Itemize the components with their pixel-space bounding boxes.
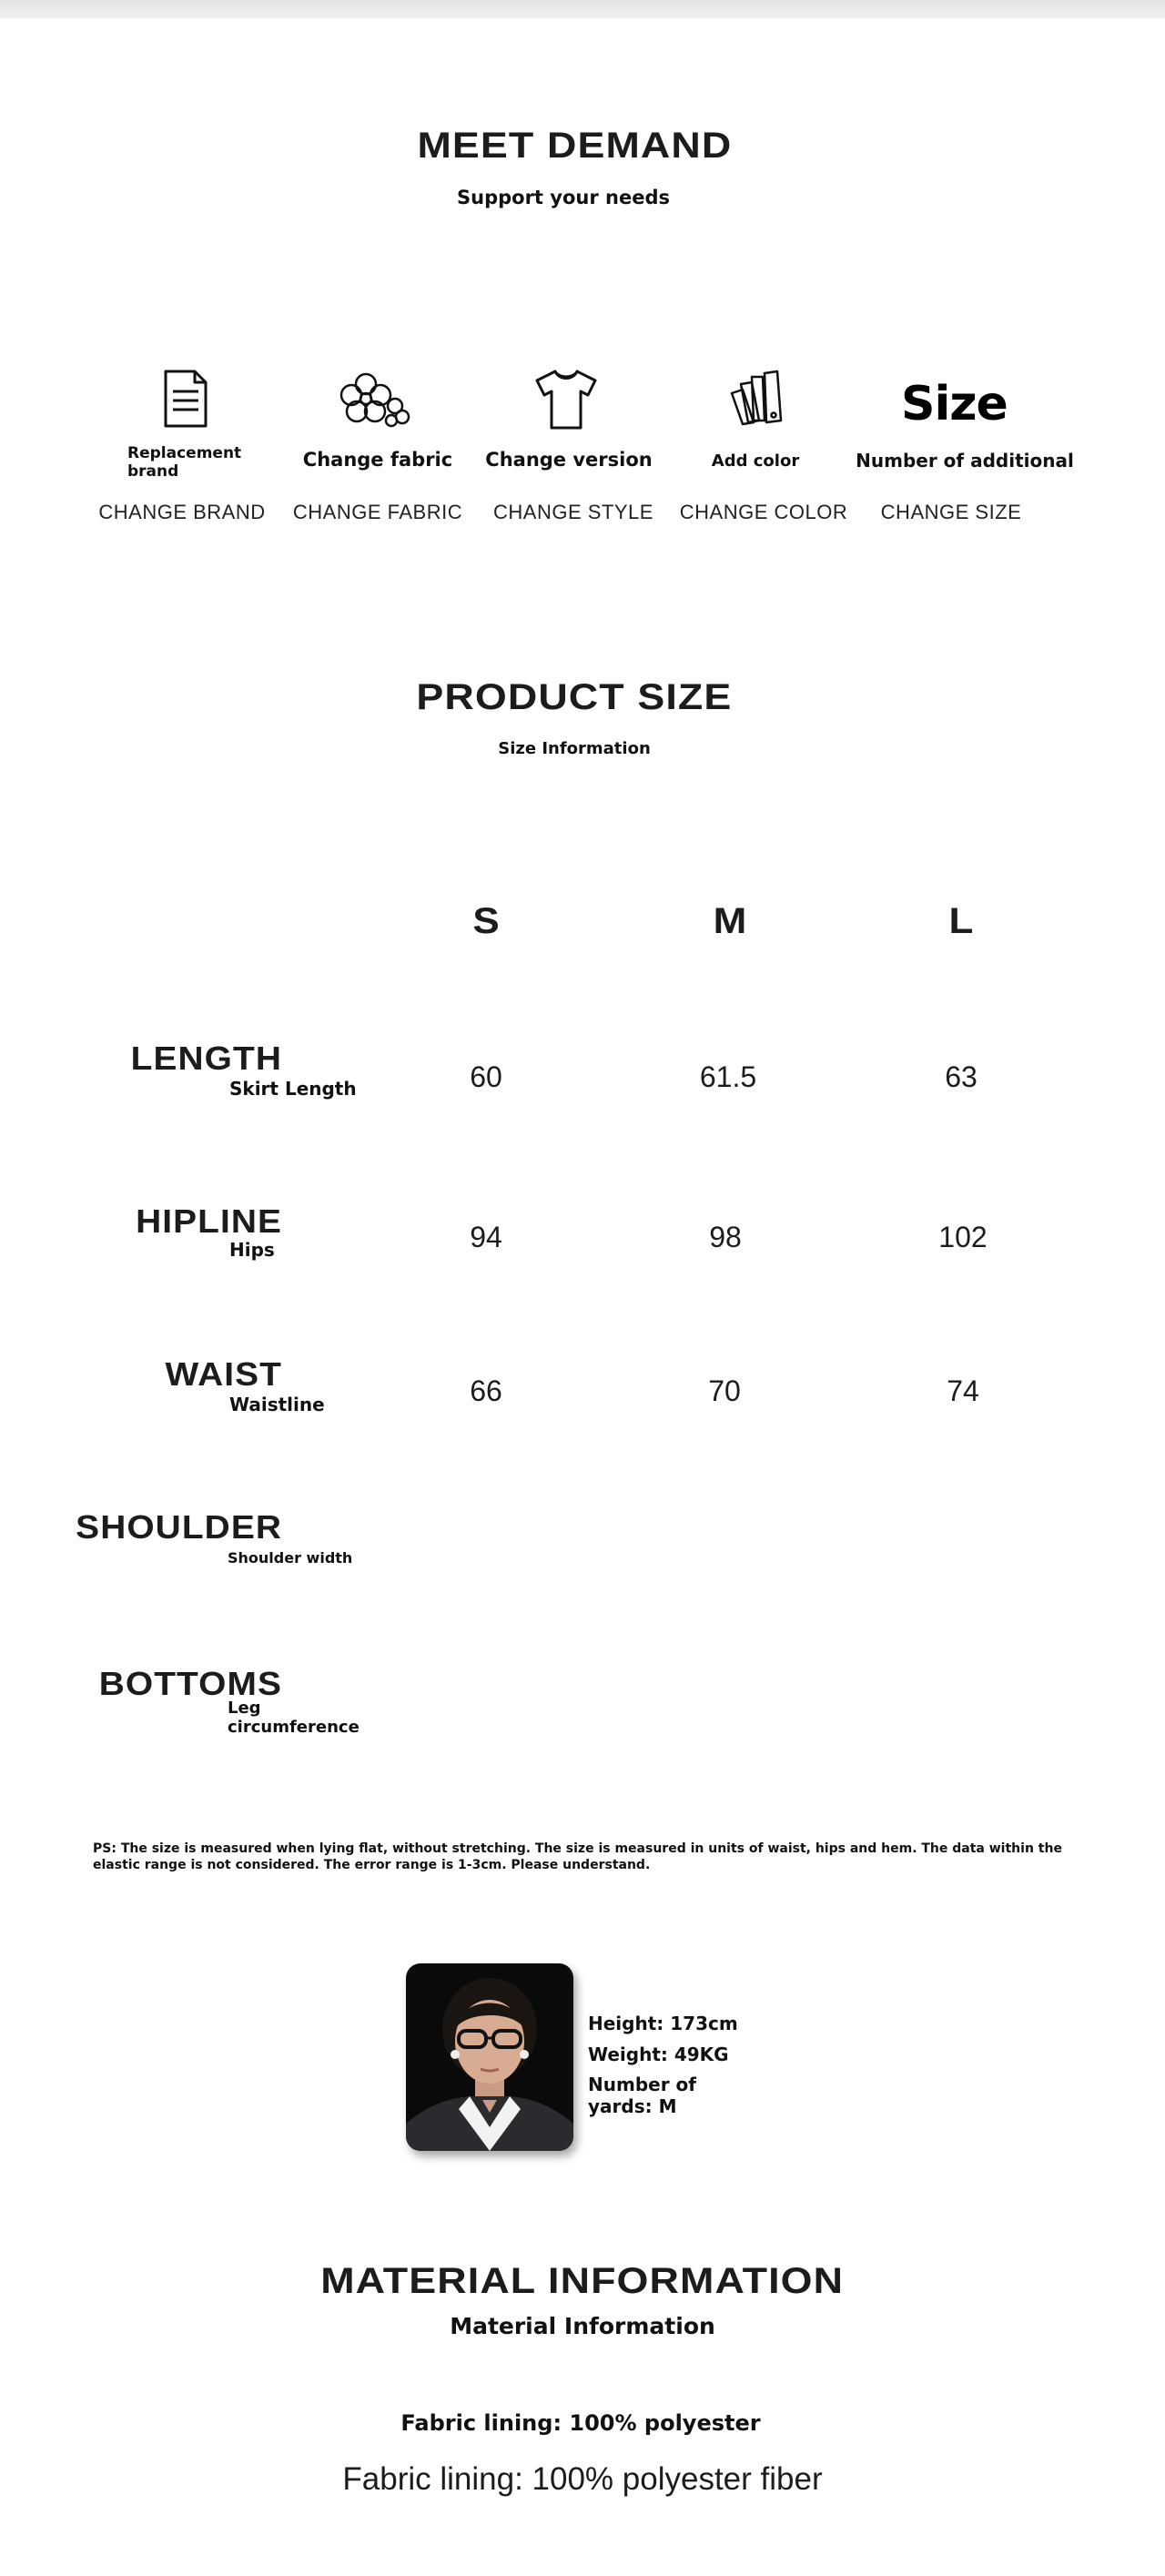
- feature-caption-fabric: CHANGE FABRIC: [292, 501, 463, 523]
- model-yards: Number of yards: M: [588, 2074, 696, 2117]
- material-line-2: Fabric lining: 100% polyester fiber: [342, 2461, 823, 2497]
- cell-length-m: 61.5: [699, 1060, 757, 1093]
- model-photo: [406, 1963, 573, 2151]
- cell-waist-m: 70: [708, 1374, 741, 1407]
- row-sub-shoulder: Shoulder width: [228, 1549, 353, 1567]
- row-title-shoulder: SHOULDER: [76, 1508, 282, 1546]
- cell-length-s: 60: [470, 1060, 502, 1093]
- size-text-icon: Size: [901, 377, 1008, 431]
- size-note: PS: The size is measured when lying flat, without stretching. The size is measured in units of waist, hips and hem. The data within the elastic range is not considered. The error range is 1-3cm. Please understand.: [93, 1841, 1062, 1872]
- feature-label-brand: Replacement brand: [127, 444, 242, 481]
- row-title-length: LENGTH: [130, 1040, 282, 1077]
- feature-label-size: Number of additional: [856, 450, 1074, 472]
- row-sub-length: Skirt Length: [229, 1078, 357, 1100]
- product-size-subtitle: Size Information: [498, 739, 651, 758]
- color-swatch-icon: [724, 370, 788, 432]
- feature-caption-color: CHANGE COLOR: [679, 501, 848, 523]
- feature-caption-size: CHANGE SIZE: [880, 501, 1022, 523]
- material-subtitle: Material Information: [450, 2313, 715, 2339]
- top-strip: [0, 0, 1165, 18]
- row-title-waist: WAIST: [165, 1355, 282, 1393]
- cell-hipline-m: 98: [709, 1221, 742, 1253]
- column-header-m: M: [713, 901, 747, 941]
- cell-waist-l: 74: [947, 1374, 979, 1407]
- feature-caption-brand: CHANGE BRAND: [98, 501, 266, 523]
- feature-caption-style: CHANGE STYLE: [493, 501, 653, 523]
- feature-label-fabric: Change fabric: [302, 449, 453, 471]
- row-title-bottoms: BOTTOMS: [98, 1665, 282, 1702]
- cell-waist-s: 66: [470, 1374, 502, 1407]
- product-size-title: PRODUCT SIZE: [416, 677, 733, 717]
- row-sub-hipline: Hips: [229, 1239, 275, 1261]
- column-header-l: L: [948, 901, 974, 941]
- meet-demand-title-wrap: [0, 126, 1149, 167]
- material-title-wrap: [0, 2261, 1165, 2302]
- model-height: Height: 173cm: [588, 2013, 738, 2034]
- flower-fabric-icon: [339, 371, 411, 436]
- cell-length-l: 63: [945, 1060, 978, 1093]
- cell-hipline-l: 102: [938, 1221, 988, 1253]
- meet-demand-subtitle: Support your needs: [457, 187, 670, 208]
- material-line-1: Fabric lining: 100% polyester: [400, 2410, 761, 2436]
- column-header-s: S: [472, 901, 500, 941]
- row-title-hipline: HIPLINE: [136, 1202, 282, 1240]
- model-weight: Weight: 49KG: [588, 2044, 729, 2065]
- row-sub-waist: Waistline: [229, 1394, 325, 1415]
- meet-demand-title: MEET DEMAND: [417, 126, 732, 166]
- feature-label-color: Add color: [711, 451, 800, 471]
- product-size-title-wrap: [0, 677, 1149, 718]
- feature-label-version: Change version: [485, 449, 653, 471]
- material-title: MATERIAL INFORMATION: [320, 2261, 845, 2301]
- row-sub-bottoms: Leg circumference: [228, 1699, 360, 1737]
- document-icon: [160, 368, 211, 434]
- cell-hipline-s: 94: [470, 1221, 502, 1253]
- tshirt-icon: [533, 368, 599, 436]
